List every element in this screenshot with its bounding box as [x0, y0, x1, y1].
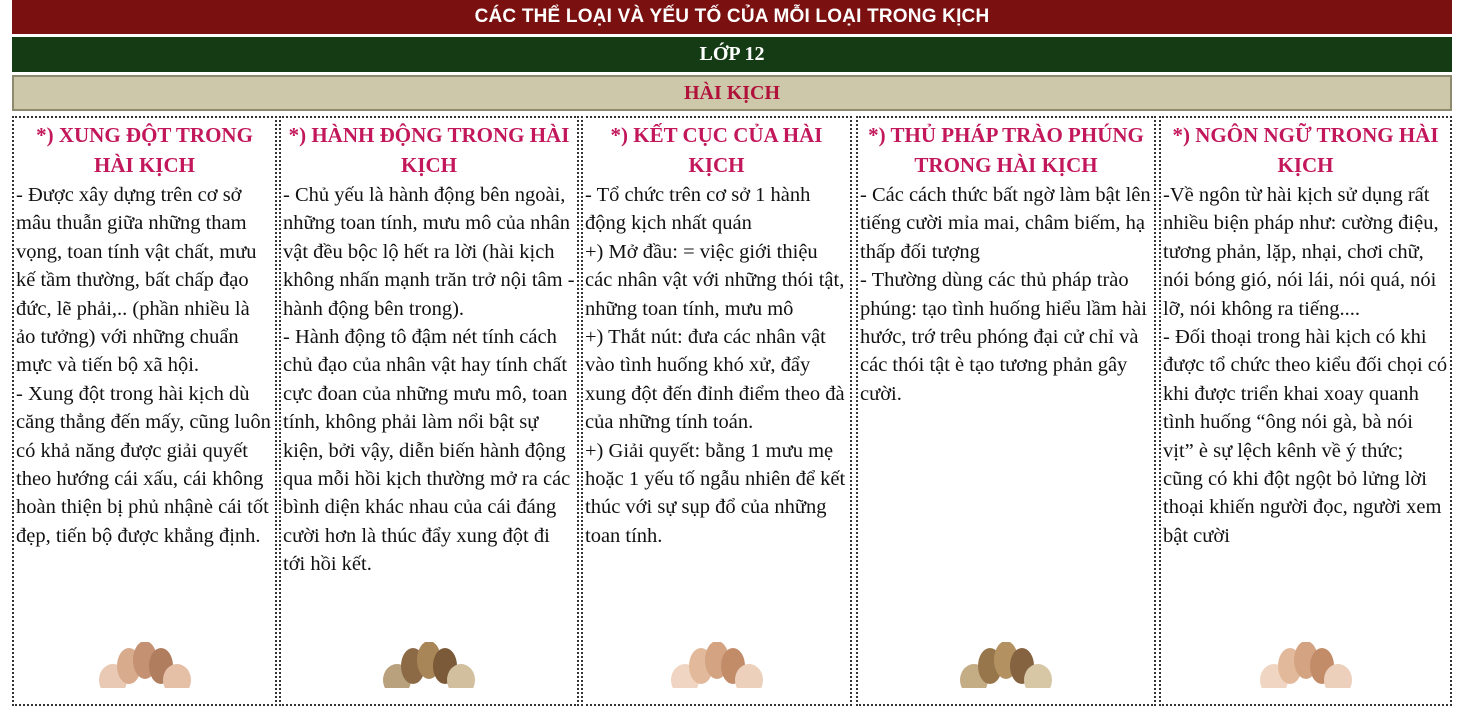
- flower-ornament-icon: [1256, 642, 1356, 698]
- column-body: [860, 181, 1152, 408]
- genre-heading: HÀI KỊCH: [12, 75, 1452, 111]
- paragraph: +) Mở đầu: = việc giới thiệu các nhân vật với những thói tật, những toan tính, mưu mô: [585, 240, 845, 320]
- column-heading: *) THỦ PHÁP TRÀO PHÚNG TRONG HÀI KỊCH: [868, 123, 1144, 177]
- column-satire-technique: [856, 116, 1156, 706]
- paragraph: - Hành động tô đậm nét tính cách chủ đạo của nhân vật hay tính chất cực đoan của những mưu mô, toan tính, không phải làm nổi bật sự kiện, bởi vậy, diễn biến hành động qua mỗi hồi kịch thường mở ra các bình diện khác nhau của cái đáng cười hơn là thúc đẩy xung đột đi tới hồi kết.: [283, 326, 571, 576]
- flower-ornament-icon: [956, 642, 1056, 698]
- column-body: [1163, 181, 1448, 550]
- column-body: [16, 181, 273, 550]
- flower-ornament-icon: [667, 642, 767, 698]
- column-outcome: [581, 116, 852, 706]
- paragraph: +) Giải quyết: bằng 1 mưu mẹ hoặc 1 yếu tố ngẫu nhiên để kết thúc với sự sụp đổ của những toan tính.: [585, 439, 846, 547]
- column-conflict: [12, 116, 277, 706]
- column-heading: *) XUNG ĐỘT TRONG HÀI KỊCH: [36, 123, 253, 177]
- paragraph: - Thường dùng các thủ pháp trào phúng: tạo tình huống hiểu lầm hài hước, trớ trêu phóng đại cử chỉ và các thói tật è tạo tương phản gây cười.: [860, 269, 1147, 405]
- page-title: CÁC THỂ LOẠI VÀ YẾU TỐ CỦA MỖI LOẠI TRONG KỊCH: [12, 0, 1452, 34]
- paragraph: - Tổ chức trên cơ sở 1 hành động kịch nhất quán: [585, 184, 811, 235]
- paragraph: -Về ngôn từ hài kịch sử dụng rất nhiều biện pháp như: cường điệu, tương phản, lặp, nhại, chơi chữ, nói bóng gió, nói lái, nói quá, nói lỡ, nói không ra tiếng....: [1163, 184, 1439, 320]
- column-heading: *) NGÔN NGỮ TRONG HÀI KỊCH: [1172, 123, 1439, 177]
- column-body: [283, 181, 575, 579]
- paragraph: - Đối thoại trong hài kịch có khi được tổ chức theo kiểu đối chọi có khi được triển khai xoay quanh tình huống “ông nói gà, bà nói vịt” è sự lệch kênh về ý thức; cũng có khi đột ngột bỏ lửng lời thoại khiến người đọc, người xem bật cười: [1163, 326, 1448, 547]
- column-heading: *) HÀNH ĐỘNG TRONG HÀI KỊCH: [288, 123, 570, 177]
- column-heading: *) KẾT CỤC CỦA HÀI KỊCH: [610, 123, 823, 177]
- paragraph: +) Thắt nút: đưa các nhân vật vào tình huống khó xử, đẩy xung đột đến đỉnh điểm theo đà của những tính toán.: [585, 326, 845, 434]
- paragraph: - Được xây dựng trên cơ sở mâu thuẫn giữa những tham vọng, toan tính vật chất, mưu kế tầm thường, bất chấp đạo đức, lẽ phải,.. (phần nhiều là ảo tưởng) với những chuẩn mực và tiến bộ xã hội.: [16, 184, 257, 377]
- grade-heading: LỚP 12: [12, 37, 1452, 72]
- column-action: [279, 116, 579, 706]
- flower-ornament-icon: [95, 642, 195, 698]
- column-language: [1159, 116, 1452, 706]
- paragraph: - Xung đột trong hài kịch dù căng thẳng đến mấy, cũng luôn có khả năng được giải quyết theo hướng cái xấu, cái không hoàn thiện bị phủ nhậnè cái tốt đẹp, tiến bộ được khẳng định.: [16, 382, 271, 547]
- paragraph: - Các cách thức bất ngờ làm bật lên tiếng cười mỉa mai, châm biếm, hạ thấp đối tượng: [860, 184, 1151, 263]
- flower-ornament-icon: [379, 642, 479, 698]
- paragraph: - Chủ yếu là hành động bên ngoài, những toan tính, mưu mô của nhân vật đều bộc lộ hết ra lời (hài kịch không nhấn mạnh trăn trở nội tâm - hành động bên trong).: [283, 184, 575, 320]
- column-body: [585, 181, 848, 550]
